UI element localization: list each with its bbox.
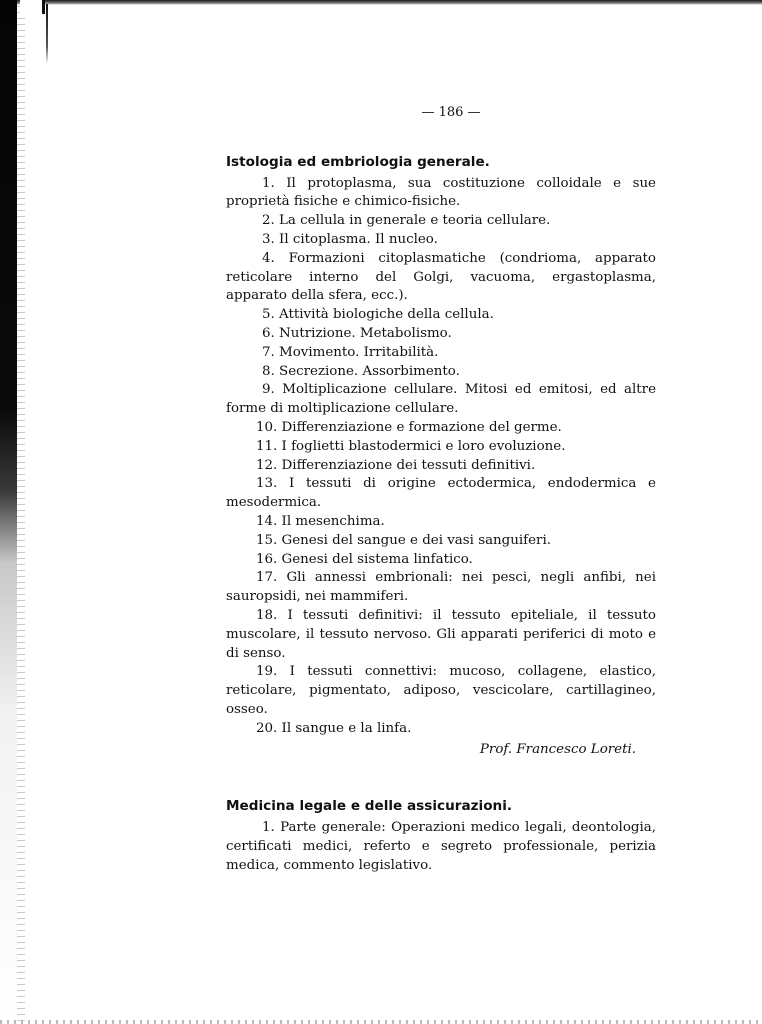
list-item: 6. Nutrizione. Metabolismo. — [262, 325, 452, 341]
binding-shadow — [17, 0, 25, 1024]
list-item: 13. I tessuti di origine ectodermica, endodermica e mesodermica. — [226, 476, 656, 511]
list-item: 16. Genesi del sistema linfatico. — [256, 551, 473, 567]
page-inner-rule — [46, 4, 48, 64]
page-number: — 186 — — [421, 105, 481, 120]
section-istologia — [226, 153, 656, 760]
list-item: 2. La cellula in generale e teoria cellulare. — [262, 213, 551, 229]
list-item: 18. I tessuti definitivi: il tessuto epiteliale, il tessuto muscolare, il tessuto nervoso. Gli apparati periferici di moto e di senso. — [226, 607, 656, 661]
page-top-edge — [17, 0, 762, 5]
list-item: 14. Il mesenchima. — [256, 513, 385, 529]
list-item: 17. Gli annessi embrionali: nei pesci, negli anfibi, nei sauropsidi, nei mammiferi. — [226, 570, 656, 605]
list-item: 10. Differenziazione e formazione del germe. — [256, 419, 562, 435]
section-title: Istologia ed embriologia generale. — [226, 153, 490, 170]
list-item: 9. Moltiplicazione cellulare. Mitosi ed emitosi, ed altre forme di moltiplicazione cellulare. — [226, 382, 656, 417]
section-title: Medicina legale e delle assicurazioni. — [226, 798, 513, 815]
author-signature: Prof. Francesco Loreti. — [479, 741, 636, 757]
list-item: 4. Formazioni citoplasmatiche (condrioma, apparato reticolare interno del Golgi, vacuoma, ergastoplasma, apparato della sfera, ecc.). — [226, 250, 656, 304]
page-corner-notch — [20, 0, 45, 14]
section-gap — [226, 759, 656, 797]
document-page — [226, 104, 656, 875]
list-item: 1. Parte generale: Operazioni medico legali, deontologia, certificati medici, referto e segreto professionale, perizia medica, commento legislativo. — [226, 820, 656, 873]
list-item: 5. Attività biologiche della cellula. — [262, 307, 494, 323]
list-item: 15. Genesi del sangue e dei vasi sanguiferi. — [256, 532, 551, 548]
list-item: 11. I foglietti blastodermici e loro evoluzione. — [256, 438, 566, 454]
list-item: 19. I tessuti connettivi: mucoso, collagene, elastico, reticolare, pigmentato, adiposo, vescicolare, cartillagineo, osseo. — [226, 664, 656, 717]
list-item: 20. Il sangue e la linfa. — [256, 720, 412, 736]
list-item: 3. Il citoplasma. Il nucleo. — [262, 231, 438, 247]
page-bottom-edge — [0, 1020, 762, 1024]
list-item: 7. Movimento. Irritabilità. — [262, 344, 439, 360]
list-item: 8. Secrezione. Assorbimento. — [262, 363, 460, 379]
list-item: 1. Il protoplasma, sua costituzione colloidale e sue proprietà fisiche e chimico-fisiche. — [226, 175, 656, 210]
binding-edge — [0, 0, 17, 1024]
list-item: 12. Differenziazione dei tessuti definitivi. — [256, 457, 536, 473]
section-medicina-legale — [226, 797, 656, 875]
